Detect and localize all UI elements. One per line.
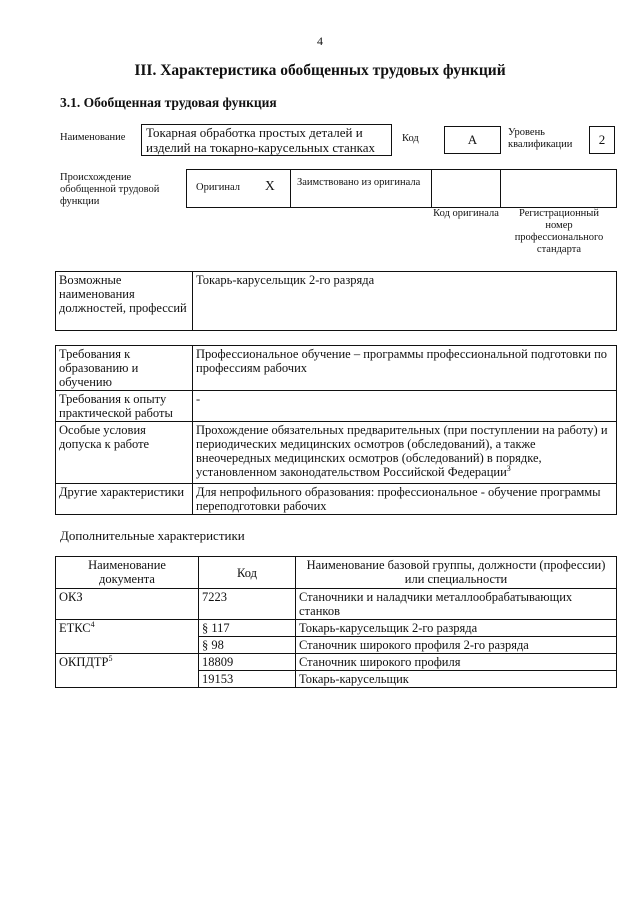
positions-label: Возможные наименования должностей, профессий [56,272,193,331]
req-value-conditions-cell [193,422,617,484]
req-label-other: Другие характеристики [56,484,193,515]
row-etks-code-1: § 117 [199,620,296,637]
doc-okz: ОКЗ [59,590,83,604]
header-code: Код [199,557,296,589]
code-label: Код [402,133,419,144]
req-value-conditions: Прохождение обязательных предварительных (при поступлении на работу) и периодических медицинских осмотров (обследований), а также внеочередных медицинских осмотров (обследований) в порядке, установленном законодательством Российской Федерации [196,423,608,479]
additional-title: Дополнительные характеристики [60,528,245,543]
level-value: 2 [589,126,615,154]
row-etks-doc [56,620,199,654]
function-name-label: Наименование [60,132,126,143]
row-etks-name-1: Токарь-карусельщик 2-го разряда [296,620,617,637]
original-cell [187,170,291,207]
reg-number-caption: Регистрационный номер профессионального стандарта [514,208,604,255]
row-etks-name-2: Станочник широкого профиля 2-го разряда [296,637,617,654]
reg-number-cell [501,170,616,207]
header-name: Наименование базовой группы, должности (профессии) или специальности [296,557,617,589]
row-okpdtr-code-2: 19153 [199,671,296,688]
req-value-experience: - [193,391,617,422]
original-label: Оригинал [196,182,240,193]
row-okpdtr-name-1: Станочник широкого профиля [296,654,617,671]
additional-table [55,556,617,688]
code-original-cell [432,170,501,207]
original-mark: X [265,178,275,193]
row-okpdtr-doc [56,654,199,688]
subsection-title: 3.1. Обобщенная трудовая функция [60,95,277,110]
row-okz-name: Станочники и наладчики металлообрабатывающих станков [296,589,617,620]
doc-etks: ЕТКС [59,621,91,635]
positions-value: Токарь-карусельщик 2-го разряда [193,272,617,331]
borrowed-label: Заимствовано из оригинала [291,170,432,207]
row-etks-code-2: § 98 [199,637,296,654]
requirements-table [55,345,617,515]
req-label-experience: Требования к опыту практической работы [56,391,193,422]
row-okpdtr-name-2: Токарь-карусельщик [296,671,617,688]
origin-label: Происхождение обобщенной трудовой функции [60,172,160,207]
row-okz-doc [56,589,199,620]
req-label-education: Требования к образованию и обучению [56,346,193,391]
footnote-3: 3 [506,463,511,473]
page-number: 4 [317,34,323,48]
req-value-other: Для непрофильного образования: профессиональное - обучение программы переподготовки рабочих [193,484,617,515]
footnote-4: 4 [90,619,95,629]
positions-table [55,271,617,331]
doc-okpdtr: ОКПДТР [59,655,109,669]
origin-table [186,169,617,208]
code-original-caption: Код оригинала [433,208,499,219]
code-value: А [444,126,501,154]
level-label: Уровень квалификации [508,127,573,150]
row-okpdtr-code-1: 18809 [199,654,296,671]
req-label-conditions: Особые условия допуска к работе [56,422,193,484]
function-name-value: Токарная обработка простых деталей и изделий на токарно-карусельных станках [141,124,392,156]
section-title: III. Характеристика обобщенных трудовых функций [134,62,506,79]
header-document: Наименование документа [56,557,199,589]
row-okz-code: 7223 [199,589,296,620]
req-value-education: Профессиональное обучение – программы профессиональной подготовки по профессиям рабочих [193,346,617,391]
footnote-5: 5 [108,653,113,663]
